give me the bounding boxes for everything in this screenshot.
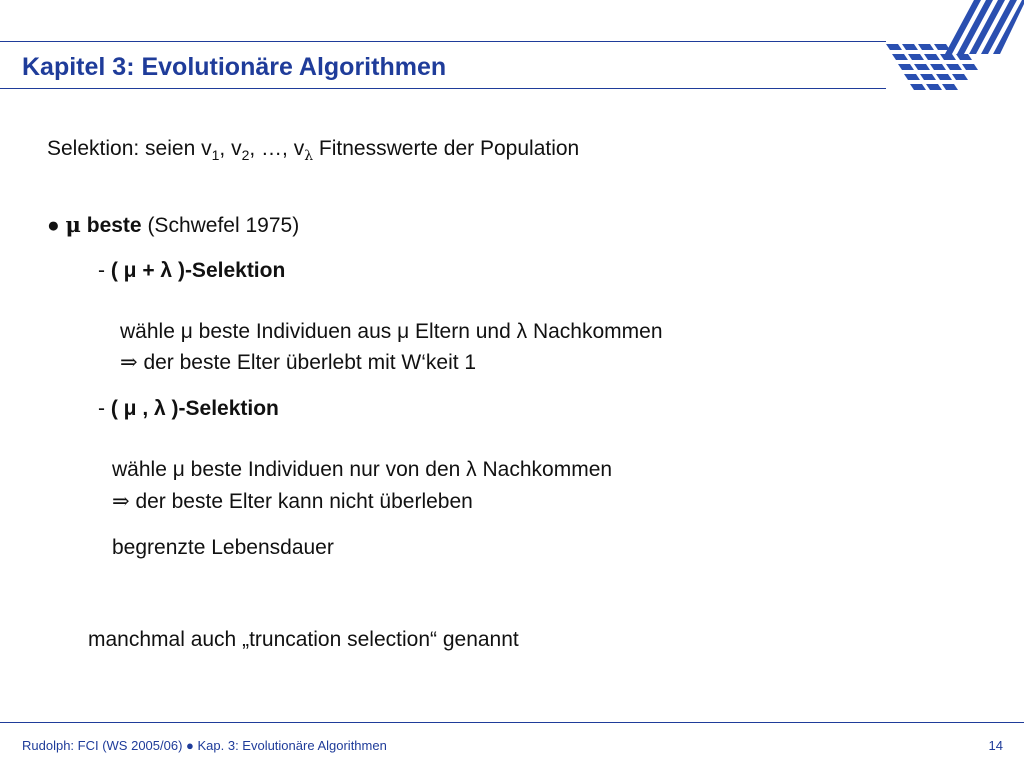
- implies-arrow-icon: ⇒: [120, 350, 138, 374]
- intro-sub-1: 1: [211, 147, 220, 163]
- plus-selection-line-2: [120, 350, 476, 375]
- intro-sep-1: , v: [219, 137, 242, 160]
- comma-selection-heading: [98, 397, 279, 421]
- comma-selection-line-1: wähle μ beste Individuen nur von den λ Nachkommen: [112, 458, 613, 481]
- truncation-note: manchmal auch „truncation selection“ genannt: [88, 628, 519, 651]
- bullet-bold-text: beste: [86, 214, 142, 237]
- comma-dash: -: [98, 397, 111, 420]
- bullet-mu: μ: [65, 212, 81, 237]
- slide-title: Kapitel 3: Evolutionäre Algorithmen: [22, 53, 447, 81]
- intro-sub-2: 2: [241, 147, 250, 163]
- comma-heading-text: ( μ , λ )-Selektion: [110, 397, 279, 420]
- header-rule-bottom: [0, 88, 886, 89]
- intro-sep-2: , …, v: [249, 137, 305, 160]
- intro-sub-lambda: λ: [304, 148, 314, 164]
- comma-selection-line-3: begrenzte Lebensdauer: [112, 536, 334, 559]
- plus-dash: -: [98, 259, 111, 282]
- plus-heading-text: ( μ + λ )-Selektion: [110, 259, 286, 282]
- bullet-rest-text: (Schwefel 1975): [141, 214, 300, 237]
- bullet-marker: ●: [47, 214, 60, 237]
- implies-arrow-icon: ⇒: [112, 489, 130, 513]
- header-rule-top: [0, 41, 886, 42]
- plus-line-2-text: der beste Elter überlebt mit W‘keit 1: [137, 351, 477, 374]
- intro-prefix: Selektion: seien v: [47, 137, 212, 160]
- footer-left-text: Rudolph: FCI (WS 2005/06) ● Kap. 3: Evolutionäre Algorithmen: [22, 738, 387, 753]
- comma-selection-line-2: [112, 489, 473, 514]
- comma-line-2-text: der beste Elter kann nicht überleben: [129, 490, 473, 513]
- university-grid-logo-icon: [878, 0, 1024, 92]
- page-number: 14: [988, 738, 1003, 753]
- plus-selection-heading: [98, 259, 285, 283]
- footer-rule: [0, 722, 1024, 723]
- intro-suffix: Fitnesswerte der Population: [313, 137, 580, 160]
- intro-line: [47, 137, 580, 164]
- plus-selection-line-1: wähle μ beste Individuen aus μ Eltern und λ Nachkommen: [120, 320, 663, 343]
- bullet-line: [47, 212, 299, 238]
